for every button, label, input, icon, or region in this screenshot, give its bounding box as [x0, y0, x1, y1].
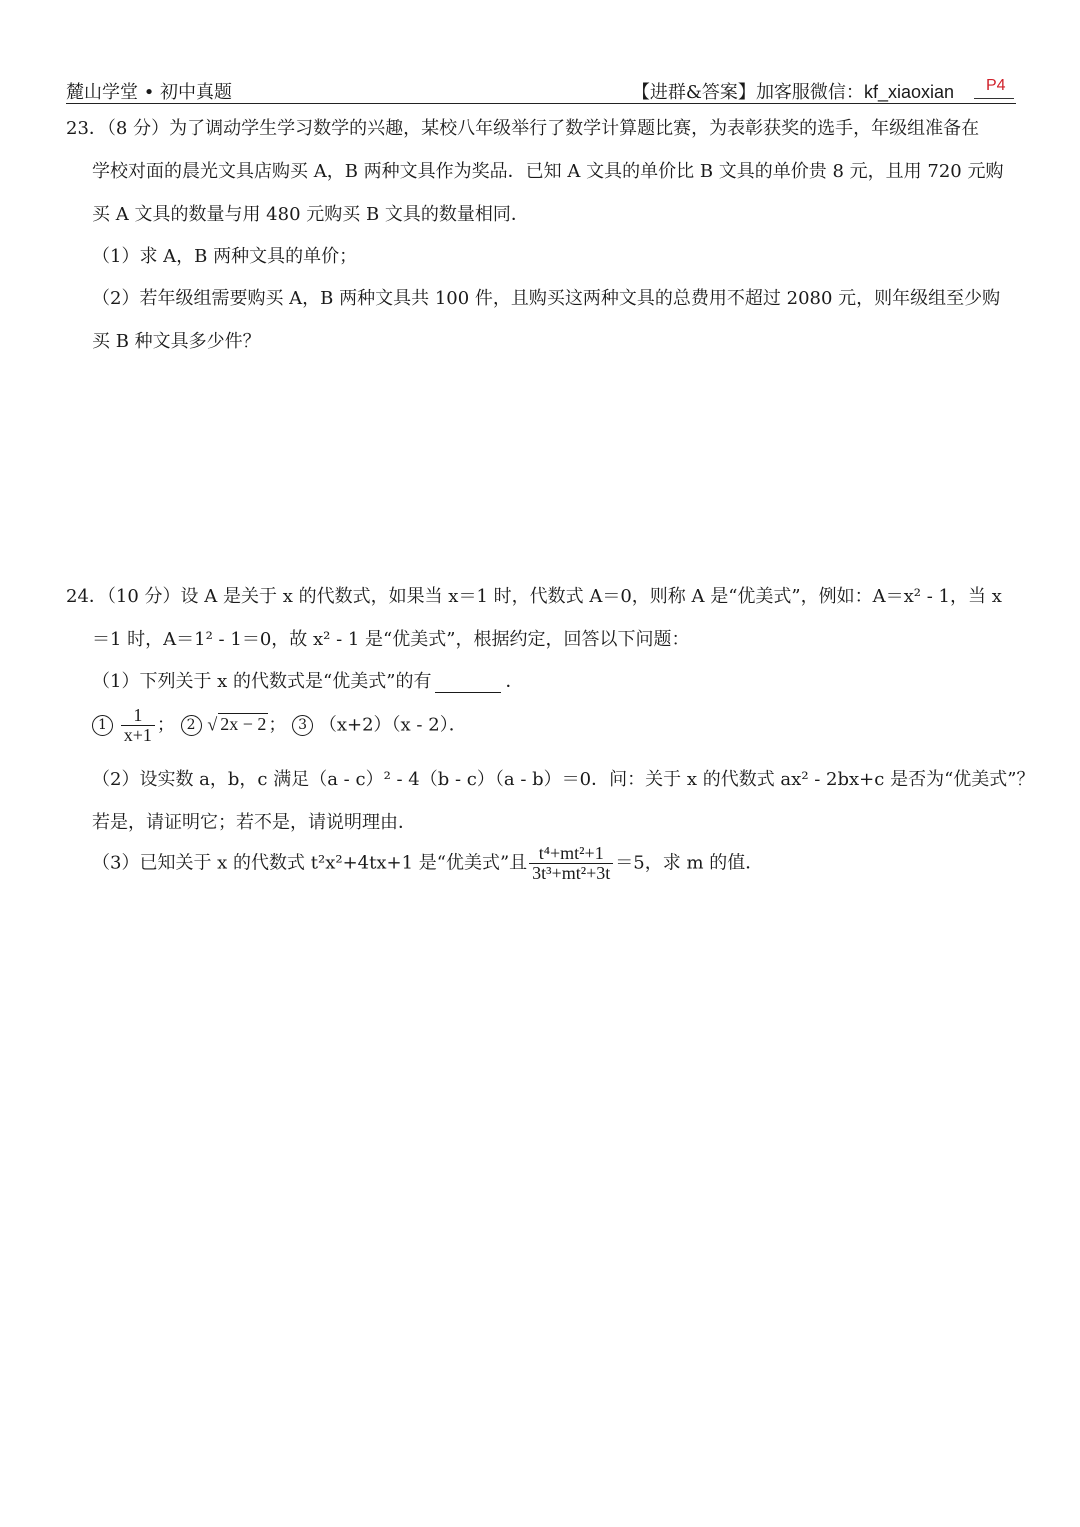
page-number: P4 [986, 77, 1006, 94]
option-1-separator: ； [156, 714, 175, 736]
header-bracket: 【进群&答案】 [631, 82, 756, 103]
q24-part-3-denominator: 3t³+mt²+3t [532, 862, 611, 883]
q23-line-1: 23．（8 分）为了调动学生学习数学的兴趣，某校八年级举行了数学计算题比赛，为表彰获奖的选手，年级组准备在 [66, 118, 980, 139]
option-3-marker: 3 [292, 715, 313, 736]
option-1-denominator: x+1 [123, 724, 152, 745]
sqrt-sign-icon: √ [207, 714, 218, 735]
header-wechat-id: kf_xiaoxian [863, 82, 954, 102]
q24-part-2-line-1: （2）设实数 a，b，c 满足（a - c）² - 4（b - c）（a - b）＝0．问：关于 x 的代数式 ax² - 2bx+c 是否为“优美式”？ [92, 769, 1035, 790]
option-1-marker: 1 [92, 715, 113, 736]
q24-part-3-fraction [529, 844, 613, 883]
option-1-fraction [121, 706, 155, 745]
q24-part-3-text: （3）已知关于 x 的代数式 t²x²+4tx+1 是“优美式”且 [92, 852, 528, 874]
q24-line-1: 24．（10 分）设 A 是关于 x 的代数式，如果当 x＝1 时，代数式 A＝0，则称 A 是“优美式”，例如：A＝x² - 1，当 x [66, 586, 1002, 607]
q24-part-1-text: （1）下列关于 x 的代数式是“优美式”的有 [92, 671, 432, 692]
q23-part-1: （1）求 A，B 两种文具的单价； [92, 246, 358, 267]
q24-part-1-end: ． [505, 671, 524, 692]
q24-part-3-numerator: t⁴+mt²+1 [529, 844, 613, 864]
q24-part-3-end: ＝5，求 m 的值． [615, 852, 764, 874]
q24-part-2-line-2: 若是，请证明它；若不是，请说明理由． [92, 812, 416, 833]
header-contact [632, 78, 954, 104]
option-3-expression: （x+2）（x - 2）． [318, 714, 467, 736]
option-2-separator: ； [268, 714, 287, 736]
q23-part-2-line-2: 买 B 种文具多少件？ [92, 331, 261, 352]
option-2-marker: 2 [181, 715, 202, 736]
q23-line-2: 学校对面的晨光文具店购买 A，B 两种文具作为奖品．已知 A 文具的单价比 B 文具的单价贵 8 元，且用 720 元购 [92, 161, 1004, 182]
page-number-underline [974, 98, 1014, 99]
header-contact-label: 加客服微信： [755, 82, 864, 103]
q24-part-1 [92, 667, 523, 693]
header-rule [66, 103, 1016, 104]
q23-line-3: 买 A 文具的数量与用 480 元购买 B 文具的数量相同． [92, 204, 529, 225]
q24-part-3 [92, 844, 763, 883]
q24-line-2: ＝1 时，A＝1² - 1＝0，故 x² - 1 是“优美式”，根据约定，回答以下问题： [92, 629, 690, 650]
option-2-radicand: 2x − 2 [220, 714, 267, 735]
q24-options [92, 706, 467, 745]
option-1-numerator: 1 [121, 706, 155, 726]
answer-blank [435, 671, 501, 693]
q23-part-2-line-1: （2）若年级组需要购买 A，B 两种文具共 100 件，且购买这两种文具的总费用不超过 2080 元，则年级组至少购 [92, 288, 1001, 309]
header-title: 麓山学堂 • 初中真题 [66, 82, 233, 103]
